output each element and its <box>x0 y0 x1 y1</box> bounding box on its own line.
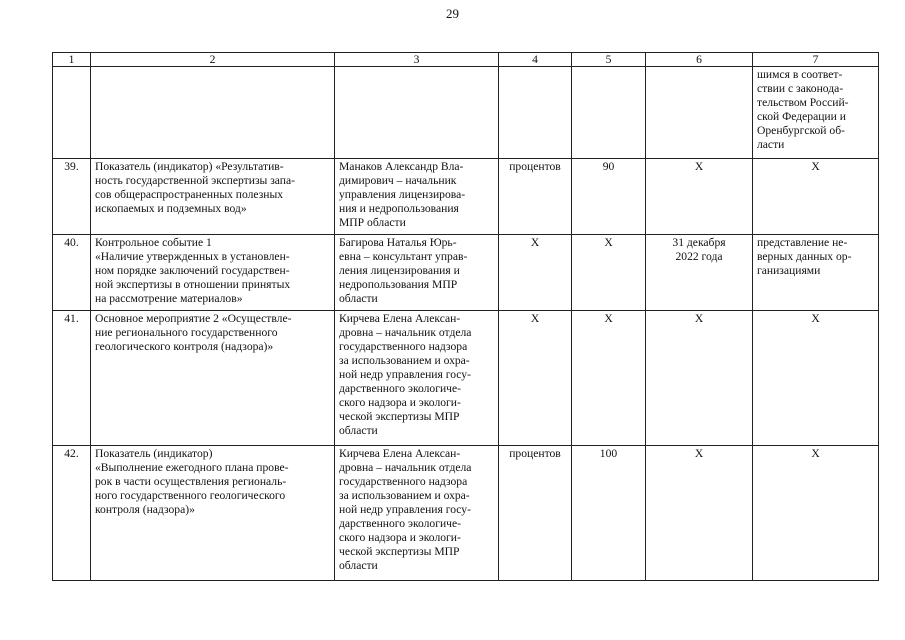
row-responsible: Багирова Наталья Юрь- евна – консультант управ- ления лицензирования и недропользования МПР области <box>335 235 499 311</box>
table-row-41 <box>53 311 879 446</box>
row-note: Х <box>753 446 879 581</box>
row-value: 90 <box>572 159 646 235</box>
row-unit: процентов <box>499 446 572 581</box>
row-date: Х <box>646 159 753 235</box>
table-row-42 <box>53 446 879 581</box>
row-unit: Х <box>499 235 572 311</box>
continuation-cell-1 <box>53 67 91 159</box>
continuation-note: шимся в соответ- ствии с законода- тельством Россий- ской Федерации и Оренбургской об- ласти <box>753 67 879 159</box>
program-table <box>52 52 879 581</box>
row-name: Показатель (индикатор) «Результатив- ность государственной экспертизы запа- сов общераспространенных полезных ископаемых и подземных вод» <box>91 159 335 235</box>
row-name: Показатель (индикатор) «Выполнение ежегодного плана прове- рок в части осуществления региональ- ного государственного геологического контроля (надзора)» <box>91 446 335 581</box>
row-value: Х <box>572 235 646 311</box>
row-note: Х <box>753 311 879 446</box>
header-cell-4: 4 <box>499 53 572 67</box>
row-date: Х <box>646 311 753 446</box>
header-cell-3: 3 <box>335 53 499 67</box>
continuation-cell-5 <box>572 67 646 159</box>
continuation-cell-4 <box>499 67 572 159</box>
header-cell-5: 5 <box>572 53 646 67</box>
header-cell-1: 1 <box>53 53 91 67</box>
row-number: 41. <box>53 311 91 446</box>
row-date: 31 декабря 2022 года <box>646 235 753 311</box>
row-note: представление не- верных данных ор- ганизациями <box>753 235 879 311</box>
row-name: Контрольное событие 1 «Наличие утвержденных в установлен- ном порядке заключений государствен- ной экспертизы в отношении принятых на рассмотрение материалов» <box>91 235 335 311</box>
continuation-cell-6 <box>646 67 753 159</box>
row-unit: Х <box>499 311 572 446</box>
row-value: Х <box>572 311 646 446</box>
continuation-cell-3 <box>335 67 499 159</box>
row-note: Х <box>753 159 879 235</box>
row-value: 100 <box>572 446 646 581</box>
row-number: 39. <box>53 159 91 235</box>
header-cell-2: 2 <box>91 53 335 67</box>
continuation-cell-2 <box>91 67 335 159</box>
row-responsible: Кирчева Елена Алексан- дровна – начальник отдела государственного надзора за использованием и охра- ной недр управления госу- дарственного экологиче- ского надзора и экологи- ческой экспертизы МПР области <box>335 311 499 446</box>
row-responsible: Манаков Александр Вла- димирович – начальник управления лицензирова- ния и недропользования МПР области <box>335 159 499 235</box>
table-row-39 <box>53 159 879 235</box>
header-cell-6: 6 <box>646 53 753 67</box>
row-name: Основное мероприятие 2 «Осуществле- ние регионального государственного геологического контроля (надзора)» <box>91 311 335 446</box>
row-date: Х <box>646 446 753 581</box>
row-number: 40. <box>53 235 91 311</box>
row-responsible: Кирчева Елена Алексан- дровна – начальник отдела государственного надзора за использованием и охра- ной недр управления госу- дарственного экологиче- ского надзора и экологи- ческой экспертизы МПР области <box>335 446 499 581</box>
header-cell-7: 7 <box>753 53 879 67</box>
row-number: 42. <box>53 446 91 581</box>
row-unit: процентов <box>499 159 572 235</box>
page-number: 29 <box>446 6 459 21</box>
table-row-40 <box>53 235 879 311</box>
continuation-row <box>53 67 879 159</box>
header-row <box>53 53 879 67</box>
